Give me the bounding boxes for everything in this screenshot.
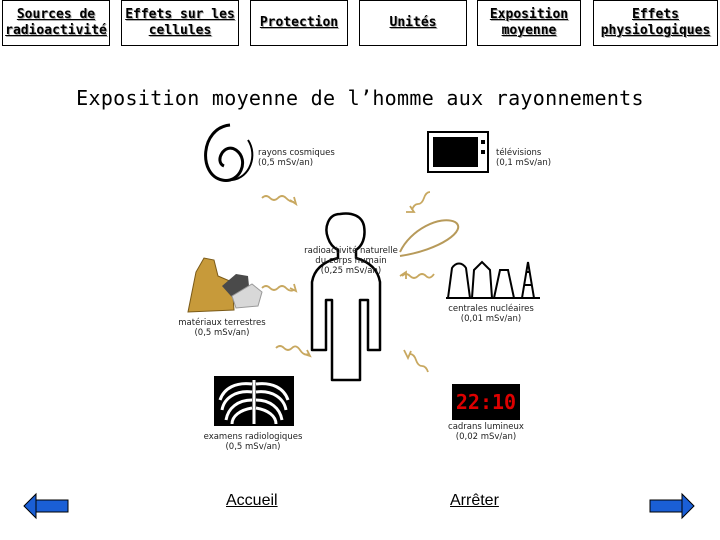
- page-title: Exposition moyenne de l’homme aux rayonnements: [76, 86, 644, 110]
- arrow-right-icon: [650, 494, 694, 518]
- radiation-arrow-icon: [404, 350, 428, 372]
- cosmic-rays-spiral-icon: [206, 125, 253, 180]
- arreter-link[interactable]: Arrêter: [450, 492, 499, 509]
- radiation-arrow-icon: [262, 284, 296, 291]
- electric-cable-icon: [400, 220, 458, 256]
- nav-physiologiques-button[interactable]: Effets physiologiques: [593, 0, 718, 46]
- cosmic-rays-label: rayons cosmiques (0,5 mSv/an): [258, 148, 335, 168]
- previous-arrow-button[interactable]: [22, 492, 70, 520]
- television-icon: [428, 132, 488, 172]
- television-label: télévisions (0,1 mSv/an): [496, 148, 552, 168]
- nav-exposition-button[interactable]: Exposition moyenne: [477, 0, 581, 46]
- human-body-icon: [312, 214, 380, 381]
- arrow-left-icon: [24, 494, 68, 518]
- nuclear-plants-label: centrales nucléaires (0,01 mSv/an): [448, 304, 534, 324]
- xray-exams-label: examens radiologiques (0,5 mSv/an): [203, 432, 303, 452]
- xray-ribcage-icon: [214, 376, 294, 426]
- nuclear-plant-icon: [446, 262, 540, 298]
- accueil-link[interactable]: Accueil: [226, 492, 278, 509]
- next-arrow-button[interactable]: [648, 492, 696, 520]
- terrestrial-materials-label: matériaux terrestres (0,5 mSv/an): [178, 318, 266, 338]
- radiation-arrow-icon: [406, 192, 430, 212]
- terrestrial-rocks-icon: [188, 258, 262, 312]
- nav-sources-button[interactable]: Sources de radioactivité: [2, 0, 110, 46]
- body-radioactivity-label: radioactivité naturelle du corps humain (0,25 mSv/an): [304, 246, 398, 276]
- radiation-arrow-icon: [262, 196, 296, 204]
- luminous-dials-label: cadrans lumineux (0,02 mSv/an): [448, 422, 524, 442]
- nav-protection-button[interactable]: Protection: [250, 0, 348, 46]
- radiation-arrow-icon: [276, 346, 310, 356]
- nav-effets-cellules-button[interactable]: Effets sur les cellules: [121, 0, 239, 46]
- nav-unites-button[interactable]: Unités: [359, 0, 467, 46]
- luminous-clock-display: 22:10: [452, 384, 520, 420]
